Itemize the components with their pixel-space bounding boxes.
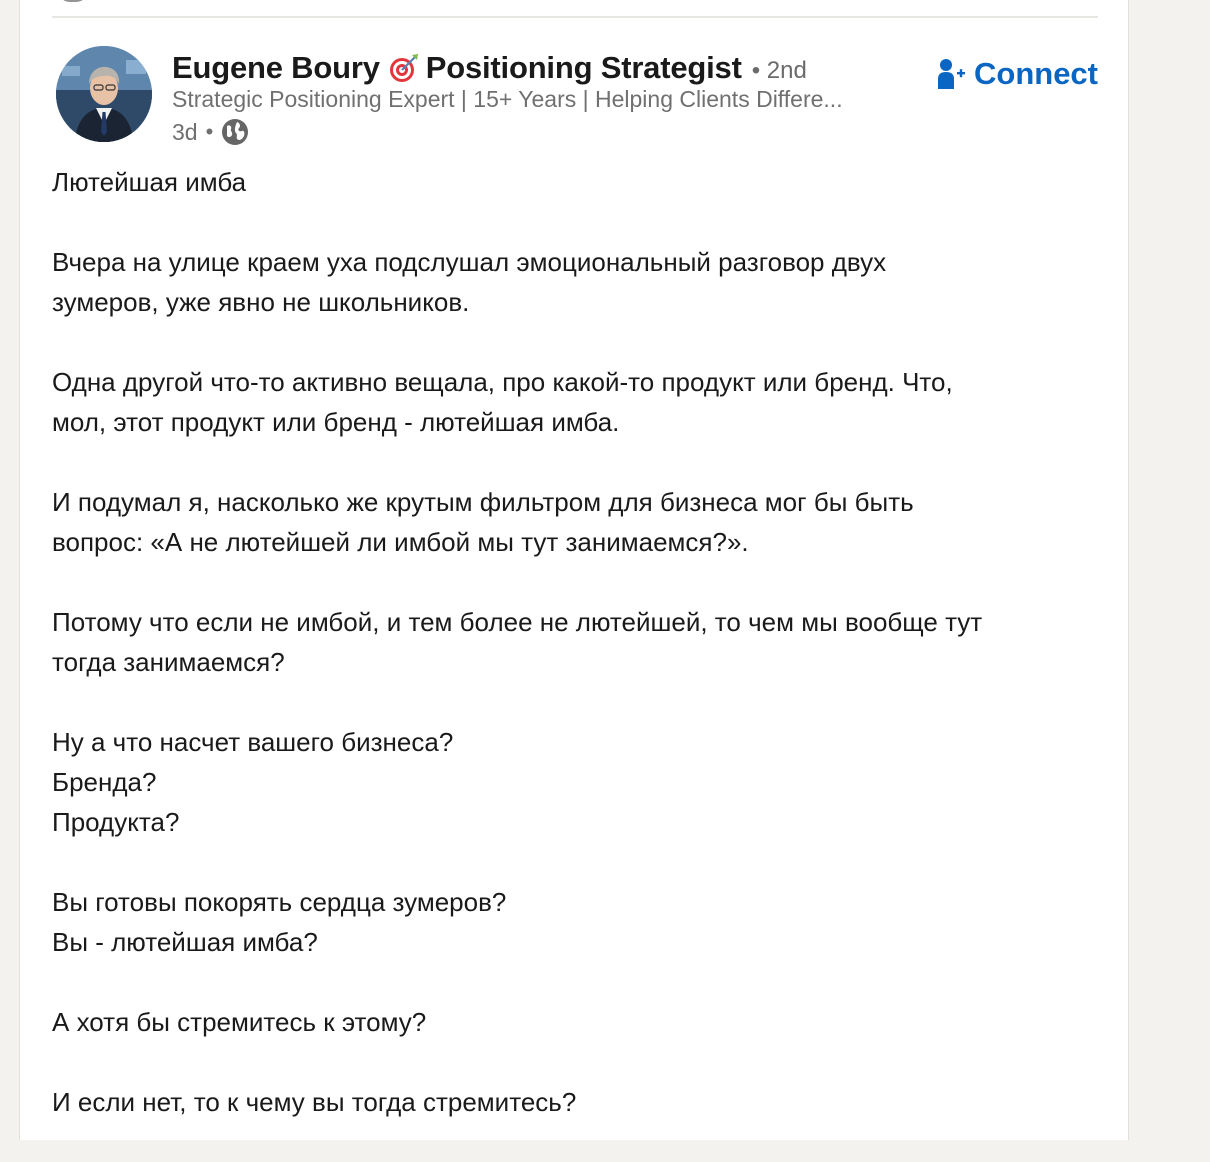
post-paragraph: Одна другой что-то активно вещала, про какой-то продукт или бренд. Что, мол, этот продукт или бренд - лютейшая имба. <box>52 367 953 437</box>
divider <box>52 16 1098 18</box>
post-text <box>52 162 1112 1162</box>
post-paragraph: Лютейшая имба <box>52 167 247 197</box>
post-paragraph: Ну а что насчет вашего бизнеса? Бренда? Продукта? <box>52 727 454 837</box>
author-name-line[interactable] <box>172 46 932 84</box>
post-paragraph: А хотя бы стремитесь к этому? <box>52 1007 427 1037</box>
avatar[interactable] <box>56 46 152 142</box>
post-time[interactable]: 3d <box>172 118 198 145</box>
post-paragraph: Вчера на улице краем уха подслушал эмоциональный разговор двух зумеров, уже явно не школьников. <box>52 247 887 317</box>
direct-hit-icon <box>388 52 420 84</box>
globe-icon <box>221 118 249 146</box>
author-name[interactable]: Eugene Boury <box>172 50 380 85</box>
meta-separator: • <box>205 119 214 144</box>
author-title[interactable]: Positioning Strategist <box>425 50 742 85</box>
add-person-icon <box>936 57 966 91</box>
post-meta <box>172 117 932 147</box>
author-info <box>172 46 932 147</box>
connection-degree: • 2nd <box>751 57 807 84</box>
post-paragraph: Потому что если не имбой, и тем более не лютейшей, то чем мы вообще тут тогда занимаемся? <box>52 607 983 677</box>
post-paragraph: И подумал я, насколько же крутым фильтром для бизнеса мог бы быть вопрос: «А не лютейшей ли имбой мы тут занимаемся?». <box>52 487 914 557</box>
connect-button[interactable] <box>936 56 1098 92</box>
connect-label: Connect <box>974 56 1098 91</box>
post-header <box>56 46 1098 146</box>
post-paragraph: Вы готовы покорять сердца зумеров? Вы - лютейшая имба? <box>52 887 507 957</box>
author-headline: Strategic Positioning Expert | 15+ Years | Helping Clients Differe... <box>172 86 843 112</box>
post-paragraph: И если нет, то к чему вы тогда стремитесь? <box>52 1087 577 1117</box>
